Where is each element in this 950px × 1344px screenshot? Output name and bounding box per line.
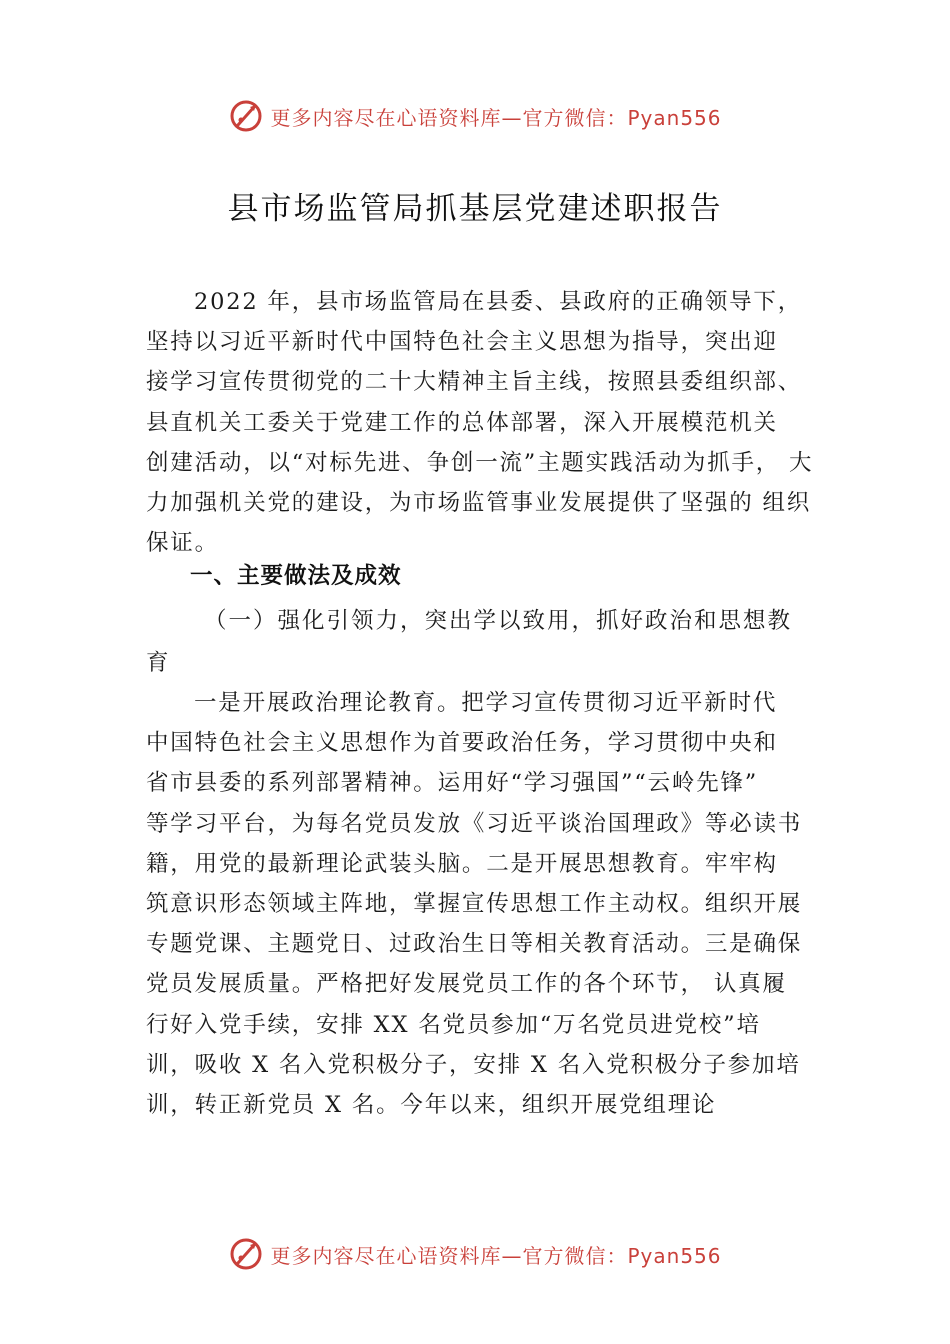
wechat-id: Pyan556 — [627, 105, 722, 130]
watermark-banner-bottom — [0, 1232, 950, 1276]
paragraph-line: 行好入党手续，安排 XX 名党员参加“万名党员进党校”培 — [146, 1011, 761, 1038]
paragraph-line: 创建活动，以“对标先进、争创一流”主题实践活动为抓手， 大 — [146, 449, 814, 476]
paragraph-line: 筑意识形态领域主阵地，掌握宣传思想工作主动权。组织开展 — [146, 891, 803, 918]
watermark-banner-top — [0, 94, 950, 138]
paragraph-line: 力加强机关党的建设，为市场监管事业发展提供了坚强的 组织 — [146, 490, 812, 517]
section-heading: 一、主要做法及成效 — [190, 563, 402, 589]
paragraph-line: 籍，用党的最新理论武装头脑。二是开展思想教育。牢牢构 — [146, 850, 778, 877]
brush-circle-logo-icon — [228, 1236, 264, 1272]
paragraph-line: 训，转正新党员 X 名。今年以来，组织开展党组理论 — [146, 1092, 717, 1119]
paragraph-line: 中国特色社会主义思想作为首要政治任务，学习贯彻中央和 — [146, 730, 778, 757]
paragraph-line: 一是开展政治理论教育。把学习宣传贯彻习近平新时代 — [194, 690, 778, 716]
paragraph-line: 接学习宣传贯彻党的二十大精神主旨主线，按照县委组织部、 — [146, 369, 803, 396]
paragraph-line: 县直机关工委关于党建工作的总体部署，深入开展模范机关 — [146, 409, 778, 436]
paragraph-line: 省市县委的系列部署精神。运用好“学习强国”“云岭先锋” — [146, 770, 759, 797]
paragraph-line: 等学习平台，为每名党员发放《习近平谈治国理政》等必读书 — [146, 810, 803, 837]
paragraph-line: 保证。 — [146, 530, 219, 557]
document-title: 县市场监管局抓基层党建述职报告 — [227, 191, 723, 227]
paragraph-line: 专题党课、主题党日、过政治生日等相关教育活动。三是确保 — [146, 931, 803, 958]
subsection-heading-line: 育 — [146, 650, 171, 676]
paragraph-line: 党员发展质量。严格把好发展党员工作的各个环节， 认真履 — [146, 971, 787, 998]
watermark-text: 更多内容尽在心语资料库—官方微信：Pyan556 — [270, 1243, 722, 1268]
paragraph-line: 训，吸收 X 名入党积极分子，安排 X 名入党积极分子参加培 — [146, 1051, 801, 1078]
body-paragraph — [146, 683, 836, 1125]
subsection-heading-line: （一）强化引领力，突出学以致用，抓好政治和思想教 — [204, 608, 793, 634]
watermark-text: 更多内容尽在心语资料库—官方微信：Pyan556 — [270, 105, 722, 130]
brush-circle-logo-icon — [228, 98, 264, 134]
paragraph-line: 2022 年，县市场监管局在县委、县政府的正确领导下， — [194, 289, 803, 315]
paragraph-line: 坚持以习近平新时代中国特色社会主义思想为指导，突出迎 — [146, 329, 778, 356]
intro-paragraph — [146, 282, 836, 563]
subsection-heading — [146, 600, 836, 684]
wechat-id: Pyan556 — [627, 1243, 722, 1268]
